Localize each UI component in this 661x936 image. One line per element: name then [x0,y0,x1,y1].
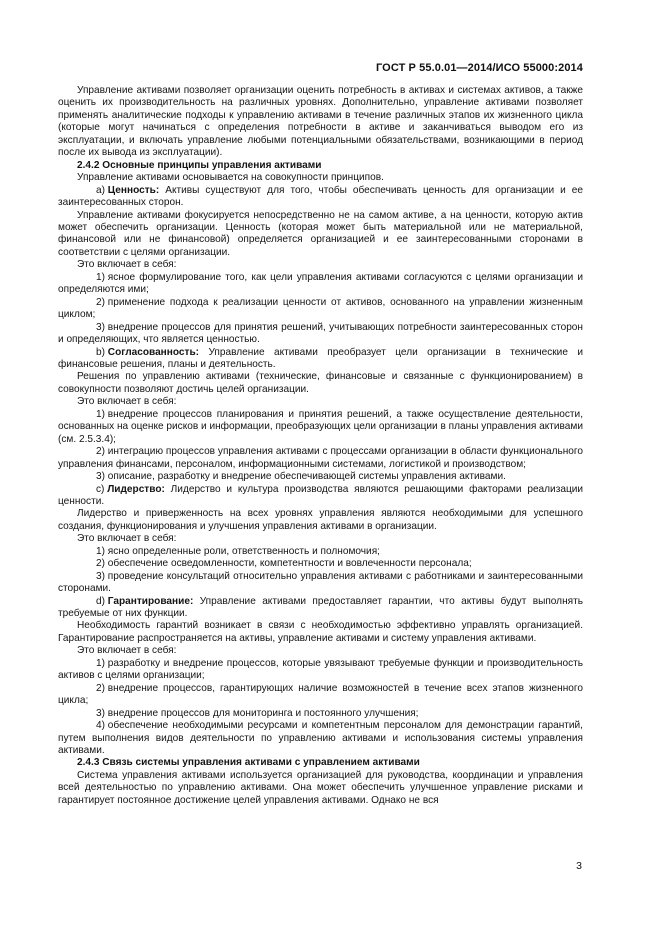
principle-text: Управление активами предоставляет гарантии, что активы будут выполнять требуемые от них функции. [58,595,583,620]
paragraph: Управление активами позволяет организации оценить потребность в активах и системах активов, а также оценить их производительность на различных уровнях. Дополнительно, управление активами позволяет применять аналитические подходы к управлению активами в течение различных этапов их жизненного цикла (которые могут начинаться с определения потребности в активе и заканчиваться выводом его из эксплуатации, и включать управление любыми потенциальными обязательствами, возникающими в период после их вывода из эксплуатации). [58,85,583,159]
document-header: ГОСТ Р 55.0.01—2014/ИСО 55000:2014 [375,62,583,74]
principle-text: Управление активами преобразует цели организации в технические и финансовые решения, планы и деятельность. [58,346,583,370]
list-marker: 2) [96,296,108,308]
principle-marker: d) [96,595,108,607]
principle-term: Ценность: [107,184,160,196]
list-item-text: проведение консультаций относительно управления активами с работниками и заинтересованными сторонами. [58,570,583,595]
list-marker: 2) [96,446,108,458]
list-item [58,322,583,347]
list-item-text: внедрение процессов для принятия решений, учитывающих потребности заинтересованных сторон и определяющих, что является ценностью. [58,321,583,346]
list-item-text: внедрение процессов планирования и принятия решений, а также осуществление деятельности, основанных на оценке рисков и информации, преобразующих цели организации в планы управления активами (см. 2.5.3.4); [58,408,583,445]
list-item-text: применение подхода к реализации ценности от активов, основанного на управлении жизненным циклом; [58,296,583,321]
page-number: 3 [576,860,582,872]
principle-item [58,185,583,210]
list-marker: 1) [96,545,108,557]
list-item-text: интеграцию процессов управления активами с процессами организации в области функционального управления финансами, персоналом, информационными системами, логистикой и производством; [58,446,583,470]
principle-item [58,347,583,372]
list-marker: 3) [96,321,108,333]
list-item-text: ясно определенные роли, ответственность и полномочия; [107,545,380,557]
principle-term: Лидерство: [107,483,165,495]
paragraph: Система управления активами используется организацией для руководства, координации и управления всей деятельностью по управлению активами. Она может обеспечить улучшенное управление рисками и гарантирует постоянное достижение целей управления активами. Однако не вся [58,769,583,806]
list-marker: 2) [96,558,108,570]
list-item [58,571,583,596]
principle-term: Гарантирование: [107,595,194,607]
paragraph: Управление активами фокусируется непосредственно не на самом активе, а на ценности, которую актив может обеспечить организации. Ценность (которая может быть материальной или не материальной, финансовой или не финансовой) определяется организацией и ее заинтересованными сторонами в соответствии с целями организации. [58,209,583,258]
list-item-text: внедрение процессов, гарантирующих наличие возможностей в течение всех этапов жизненного цикла; [58,682,583,707]
document-body [58,85,583,807]
list-marker: 3) [96,471,108,483]
list-marker: 3) [96,570,108,582]
paragraph: Это включает в себя: [77,533,177,545]
list-item [58,683,583,708]
paragraph: Лидерство и приверженность на всех уровнях управления являются необходимыми для успешного создания, функционирования и улучшения управления активами в организации. [58,508,583,532]
section-heading: 2.4.3 Связь системы управления активами с управлением активами [77,757,420,769]
list-marker: 1) [96,271,108,283]
list-item [58,720,583,757]
paragraph: Решения по управлению активами (технические, финансовые и связанные с функционированием) в совокупности позволяют достичь целей организации. [58,371,583,395]
list-marker: 1) [96,408,108,420]
paragraph: Это включает в себя: [77,645,177,657]
list-item [58,409,583,446]
list-item [58,658,583,683]
list-item [58,272,583,297]
principle-text: Активы существуют для того, чтобы обеспечивать ценность для организации и ее заинтересованных сторон. [58,184,583,209]
principle-marker: c) [96,483,108,495]
list-item-text: разработку и внедрение процессов, которые увязывают требуемые функции и производительность активов с целями организации; [58,657,583,682]
list-item-text: ясное формулирование того, как цели управления активами согласуются с целями организации и определяются ими; [58,271,583,296]
list-item-text: описание, разработку и внедрение обеспечивающей системы управления активами. [107,471,506,483]
section-heading: 2.4.2 Основные принципы управления активами [77,159,322,171]
principle-item [58,484,583,509]
list-item [58,297,583,322]
list-item [58,708,583,720]
principle-item [58,596,583,621]
list-marker: 1) [96,657,108,669]
list-item-text: обеспечение необходимыми ресурсами и компетентным персоналом для демонстрации гарантий, путем выполнения видов деятельности по управлению активами и использования системы управления активами. [58,720,583,757]
list-item-text: внедрение процессов для мониторинга и постоянного улучшения; [107,707,419,719]
paragraph: Управление активами основывается на совокупности принципов. [77,172,384,184]
paragraph: Это включает в себя: [77,396,177,408]
principle-marker: b) [96,346,108,358]
paragraph: Необходимость гарантий возникает в связи с необходимостью эффективно управлять организацией. Гарантирование распространяется на активы, управление активами и систему управления активами. [58,620,583,644]
list-item [58,446,583,471]
list-item [58,471,583,483]
paragraph: Это включает в себя: [77,259,177,271]
principle-marker: a) [96,184,108,196]
list-marker: 3) [96,707,108,719]
list-marker: 4) [96,720,108,732]
principle-text: Лидерство и культура производства являются решающими факторами реализации ценности. [58,483,583,507]
list-marker: 2) [96,682,108,694]
list-item [58,558,583,570]
principle-term: Согласованность: [107,346,200,358]
list-item-text: обеспечение осведомленности, компетентности и вовлеченности персонала; [107,558,472,570]
list-item [58,546,583,558]
